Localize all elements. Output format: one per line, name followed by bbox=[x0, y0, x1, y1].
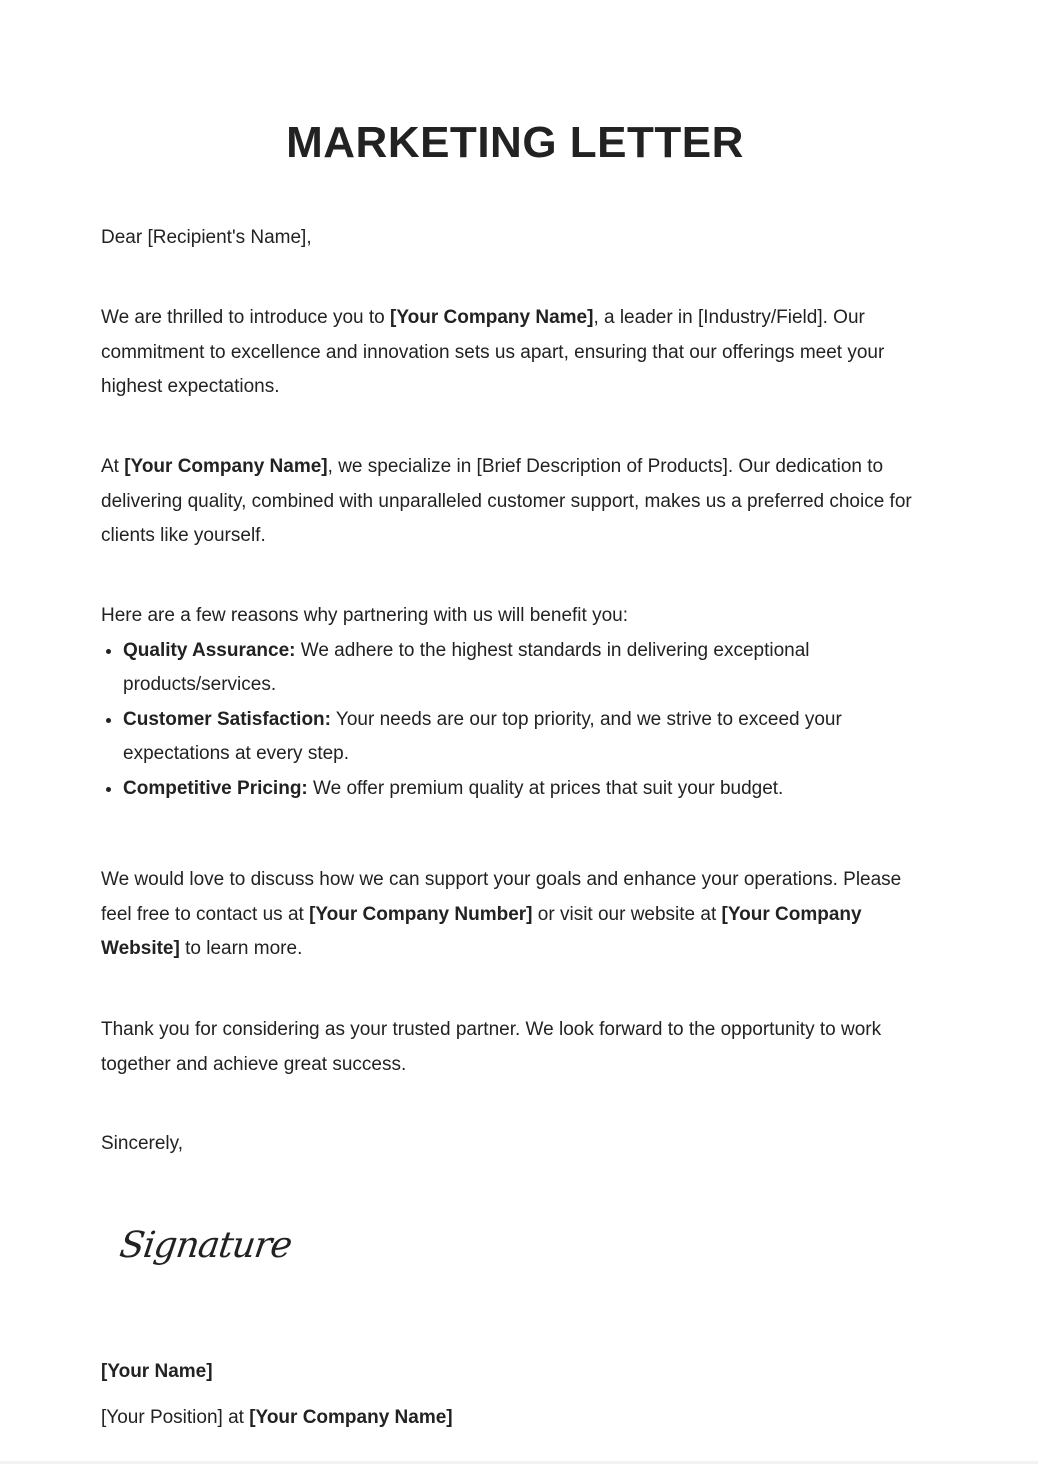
text: We would love to discuss how we can support your goals and enhance your operations. Please feel free to contact us at bbox=[101, 869, 902, 925]
document-title: MARKETING LETTER bbox=[286, 118, 744, 167]
text: We are thrilled to introduce you to bbox=[101, 307, 391, 328]
list-item bbox=[123, 634, 893, 703]
reason-text: Your needs are our top priority, and we strive to exceed your expectations at every step. bbox=[123, 708, 842, 764]
text: , we specialize in [Brief Description of Products]. Our dedication to delivering quality, combined with unparalleled customer support, makes us a preferred choice for clients like yourself. bbox=[101, 456, 912, 546]
company-number: [Your Company Number] bbox=[309, 903, 533, 925]
sender-name bbox=[101, 1355, 931, 1390]
text: to learn more. bbox=[179, 938, 303, 959]
sender-name-text: [Your Name] bbox=[101, 1361, 213, 1382]
reason-label: Competitive Pricing: bbox=[123, 777, 308, 799]
reasons-section bbox=[101, 599, 931, 806]
text: , a leader in [Industry/Field]. Our commitment to excellence and innovation sets us apart, ensuring that our offerings meet your highest expectations. bbox=[101, 307, 885, 397]
text: At bbox=[101, 456, 125, 477]
reason-text: We offer premium quality at prices that suit your budget. bbox=[307, 777, 784, 799]
paragraph-intro bbox=[101, 301, 931, 405]
reasons-intro: Here are a few reasons why partnering with us will benefit you: bbox=[101, 605, 628, 626]
list-item bbox=[123, 703, 893, 772]
sender-position bbox=[101, 1401, 931, 1436]
reason-text: We adhere to the highest standards in delivering exceptional products/services. bbox=[123, 639, 810, 695]
text: at bbox=[222, 1407, 250, 1428]
reasons-list bbox=[101, 634, 893, 807]
reason-label: Quality Assurance: bbox=[123, 639, 296, 661]
list-item bbox=[123, 772, 893, 807]
paragraph-specialty bbox=[101, 450, 931, 554]
salutation: Dear [Recipient's Name], bbox=[101, 227, 312, 248]
text: or visit our website at bbox=[532, 903, 722, 925]
signature-image: Signature bbox=[117, 1225, 294, 1266]
company-website: [Your Company Website] bbox=[101, 903, 862, 959]
company-name: [Your Company Name] bbox=[124, 456, 328, 477]
closing: Sincerely, bbox=[101, 1133, 184, 1154]
paragraph-contact bbox=[101, 863, 931, 967]
position-text: [Your Position] bbox=[101, 1407, 223, 1428]
paragraph-thanks: Thank you for considering as your trusted partner. We look forward to the opportunity to work together and achieve great success. bbox=[101, 1019, 882, 1075]
company-name: [Your Company Name] bbox=[249, 1407, 453, 1428]
company-name: [Your Company Name] bbox=[390, 307, 594, 328]
reason-label: Customer Satisfaction: bbox=[123, 708, 331, 730]
